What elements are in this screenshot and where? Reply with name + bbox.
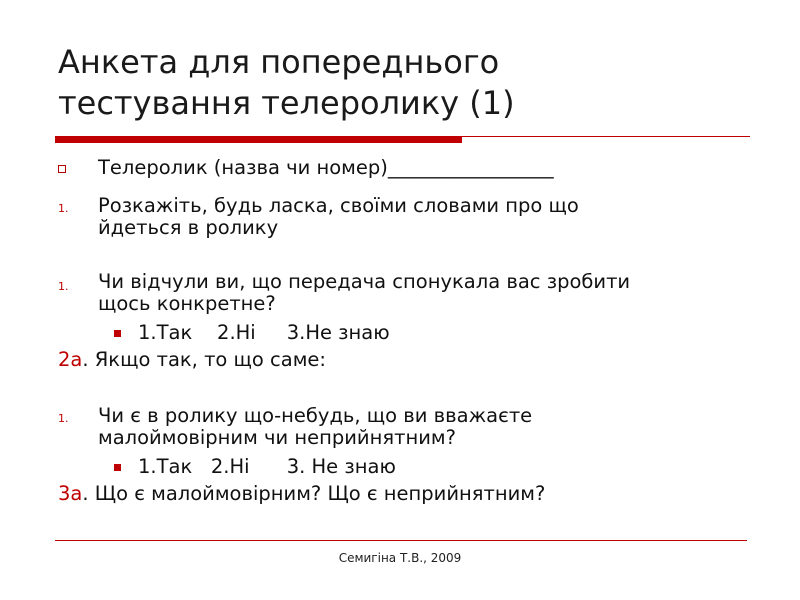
question-2-options: 1.Так 2.Ні 3.Не знаю [138, 321, 390, 344]
question-2a [58, 349, 326, 371]
question-3a [58, 483, 545, 505]
question-2-line-1: Чи відчули ви, що передача спонукала вас зробити [98, 270, 631, 293]
question-2a-text: . Якщо так, то що саме: [82, 348, 326, 371]
question-3-number: 1. [58, 412, 69, 425]
question-2a-label: 2а [58, 348, 83, 371]
square-bullet-icon [58, 165, 66, 173]
question-3a-text: . Що є малоймовірним? Що є неприйнятним? [82, 482, 546, 505]
commercial-name-line: Телеролик (назва чи номер)_________________ [98, 156, 554, 179]
question-1-number: 1. [58, 202, 69, 215]
title-line-1: Анкета для попереднього [58, 43, 500, 81]
small-square-bullet-icon [114, 464, 121, 471]
question-3-line-1: Чи є в ролику що-небудь, що ви вважаєте [98, 404, 533, 427]
question-2-number: 1. [58, 280, 69, 293]
question-1-line-2: йдеться в ролику [98, 216, 279, 239]
title-line-2: тестування телеролику (1) [58, 84, 515, 122]
footer-divider [55, 540, 747, 541]
question-2-line-2: щось конкретне? [98, 292, 276, 315]
question-3-line-2: малоймовірним чи неприйнятним? [98, 426, 456, 449]
footer-credit: Семигіна Т.В., 2009 [338, 551, 462, 565]
question-3a-label: 3а [58, 482, 83, 505]
question-1-line-1: Розкажіть, будь ласка, своїми словами про що [98, 194, 579, 217]
question-3-options: 1.Так 2.Ні 3. Не знаю [138, 455, 396, 478]
small-square-bullet-icon [114, 330, 121, 337]
